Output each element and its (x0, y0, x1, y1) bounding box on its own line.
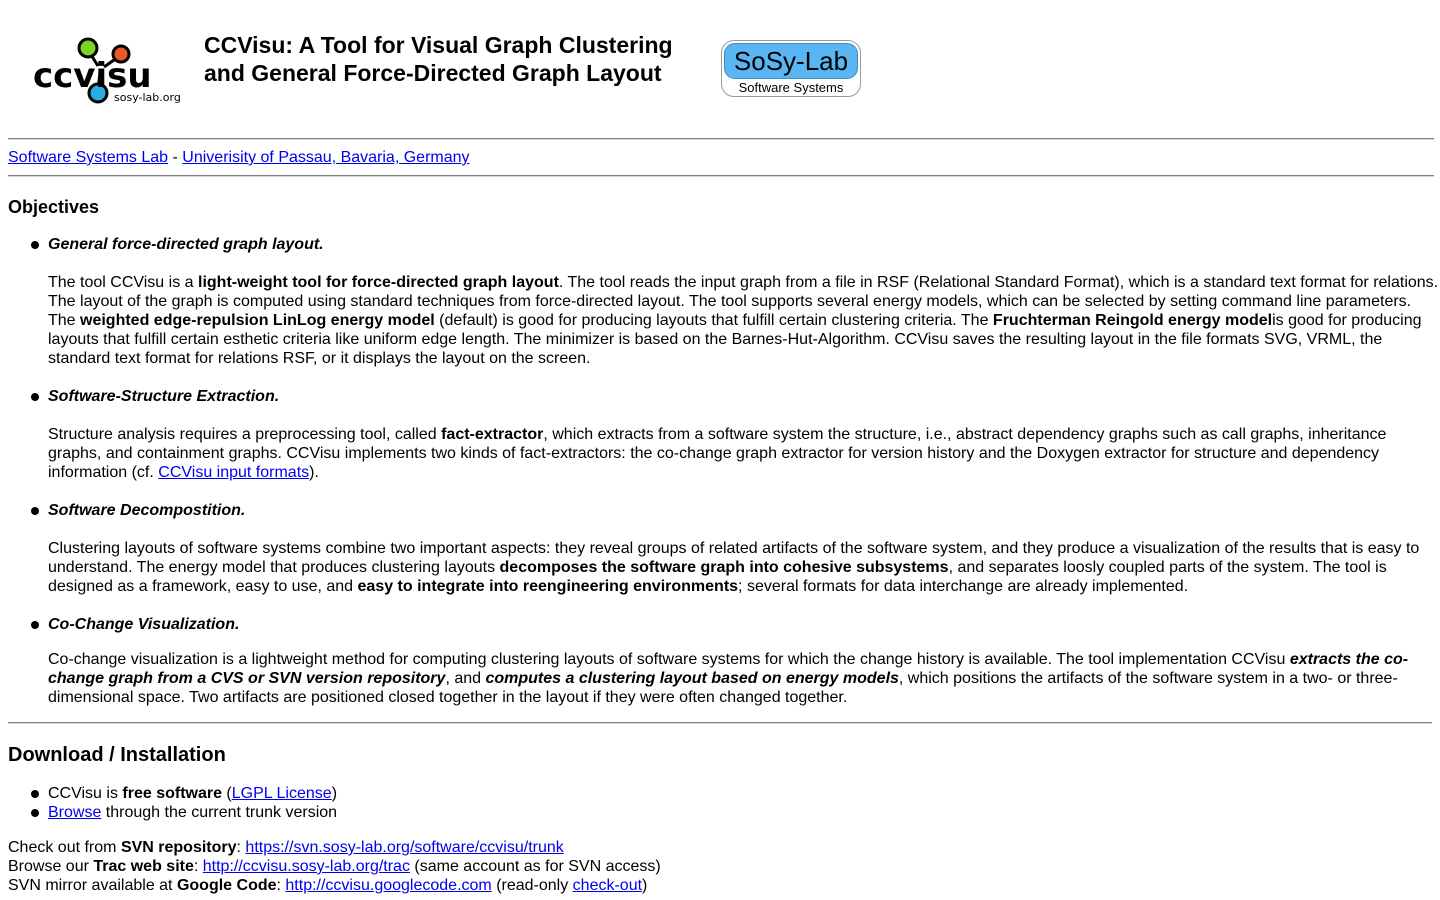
sosy-lab-logo-subtitle: Software Systems (738, 80, 844, 95)
text-run: , and (445, 670, 486, 687)
download-heading: Download / Installation (8, 744, 226, 766)
text-run: Co-change visualization is a lightweight method for computing clustering layouts of software systems for which the change history is available. The tool implementation CCVisu (48, 651, 1290, 668)
university-passau-link[interactable]: Univerisity of Passau, Bavaria, Germany (182, 149, 470, 166)
bullet-icon (31, 790, 39, 798)
text-run: Check out from (8, 839, 121, 856)
google-code-link[interactable]: http://ccvisu.googlecode.com (285, 877, 492, 894)
objective-title: Software-Structure Extraction. (48, 388, 280, 405)
text-bold-italic: computes a clustering layout based on energy models (485, 670, 899, 687)
page-title-line2: and General Force-Directed Graph Layout (204, 60, 662, 86)
text-run: ) (642, 877, 648, 894)
objectives-heading: Objectives (8, 197, 100, 217)
sosy-lab-logo-title: SoSy-Lab (724, 43, 858, 79)
text-run: : (276, 877, 286, 894)
check-out-link[interactable]: check-out (572, 877, 643, 894)
list-item (48, 803, 337, 822)
text-run: (read-only (491, 877, 573, 894)
header-divider (8, 138, 1434, 140)
text-run: ; several formats for data interchange are already implemented. (738, 578, 1189, 595)
objective-title: General force-directed graph layout. (48, 236, 324, 253)
trac-info-line (8, 857, 661, 876)
bullet-icon (31, 809, 39, 817)
svn-info-line (8, 838, 564, 857)
software-systems-lab-link[interactable]: Software Systems Lab (8, 149, 169, 166)
text-bold: easy to integrate into reengineering environments (357, 578, 739, 595)
bullet-icon (31, 241, 39, 249)
text-run: CCVisu is (48, 785, 123, 802)
text-bold: SVN repository (120, 839, 237, 856)
text-run: through the current trunk version (101, 804, 338, 821)
text-bold: weighted edge-repulsion LinLog energy model (80, 312, 435, 329)
trac-site-link[interactable]: http://ccvisu.sosy-lab.org/trac (202, 858, 410, 875)
text-run: (default) is good for producing layouts that fulfill certain clustering criteria. The (434, 312, 993, 329)
ccvisu-logo (30, 36, 180, 108)
text-bold: light-weight tool for force-directed graph layout (198, 274, 559, 291)
browse-link[interactable]: Browse (48, 804, 102, 821)
bullet-icon (31, 621, 39, 629)
objective-title: Software Decompostition. (48, 502, 246, 519)
text-run: . The tool reads the input graph from a file in RSF (Relational Standard Format), which is a standard text format for relations. The layout of the graph is computed using standard techniques from force-directed layout. The tool supports several energy models, which can be selected by setting command line parameters. The (48, 274, 1439, 329)
text-bold: Trac web site (93, 858, 194, 875)
ccvisu-logo-graphic (30, 36, 180, 108)
text-run: Browse our (8, 858, 94, 875)
sosy-lab-logo (721, 40, 861, 97)
text-bold: decomposes the software graph into cohesive subsystems (499, 559, 949, 576)
text-run: , which positions the artifacts of the software system in a two- or three-dimensional space. Two artifacts are positioned closed together in the layout if they were often changed together. (48, 670, 1398, 706)
text-bold: Google Code (176, 877, 277, 894)
objective-description (48, 650, 1440, 707)
text-bold: fact-extractor (441, 426, 544, 443)
section-divider (8, 722, 1432, 724)
text-bold-italic: extracts the co-change graph from a CVS or SVN version repository (48, 651, 1409, 687)
nav-divider (8, 175, 1434, 177)
page-title (204, 31, 673, 87)
objective-description (48, 425, 1440, 482)
objective-description (48, 273, 1440, 368)
breadcrumb (8, 148, 470, 167)
text-run: , which extracts from a software system the structure, i.e., abstract dependency graphs such as call graphs, inheritance graphs, and containment graphs. CCVisu implements two kinds of fact-extractors: the co-change graph extractor for version history and the Doxygen extractor for structure and dependency information (cf. (48, 426, 1387, 481)
text-run: : (193, 858, 203, 875)
text-run: ( (221, 785, 232, 802)
text-run: ). (309, 464, 319, 481)
ccvisu-input-formats-link[interactable]: CCVisu input formats (158, 464, 310, 481)
list-item (48, 784, 337, 803)
text-run: The tool CCVisu is a (48, 274, 198, 291)
logo-subtext: sosy-lab.org (114, 91, 180, 104)
lgpl-license-link[interactable]: LGPL License (231, 785, 332, 802)
text-bold: Fruchterman Reingold energy model (992, 312, 1273, 329)
text-run: is good for producing layouts that fulfill certain esthetic criteria like uniform edge length. The minimizer is based on the Barnes-Hut-Algorithm. CCVisu saves the resulting layout in the file formats SVG, VRML, the standard text format for relations RSF, or it displays the layout on the screen. (48, 312, 1422, 367)
page-title-line1: CCVisu: A Tool for Visual Graph Clustering (204, 32, 673, 58)
google-code-info-line (8, 876, 647, 895)
text-run: SVN mirror available at (8, 877, 177, 894)
text-bold: free software (122, 785, 222, 802)
svn-repository-link[interactable]: https://svn.sosy-lab.org/software/ccvisu/trunk (245, 839, 564, 856)
text-run: : (236, 839, 246, 856)
text-run: , and separates loosly coupled parts of the system. The tool is designed as a framework, easy to use, and (48, 559, 1387, 595)
text-run: ) (331, 785, 338, 802)
breadcrumb-separator: - (168, 149, 183, 166)
text-run: Structure analysis requires a preprocessing tool, called (48, 426, 442, 443)
bullet-icon (31, 507, 39, 515)
text-run: (same account as for SVN access) (409, 858, 661, 875)
logo-wordmark: ccvisu (33, 56, 152, 96)
objective-title: Co-Change Visualization. (48, 616, 240, 633)
bullet-icon (31, 393, 39, 401)
objective-description (48, 539, 1440, 596)
text-run: Clustering layouts of software systems combine two important aspects: they reveal groups of related artifacts of the software system, and they produce a visualization of the results that is easy to understand. The energy model that produces clustering layouts (48, 540, 1420, 576)
